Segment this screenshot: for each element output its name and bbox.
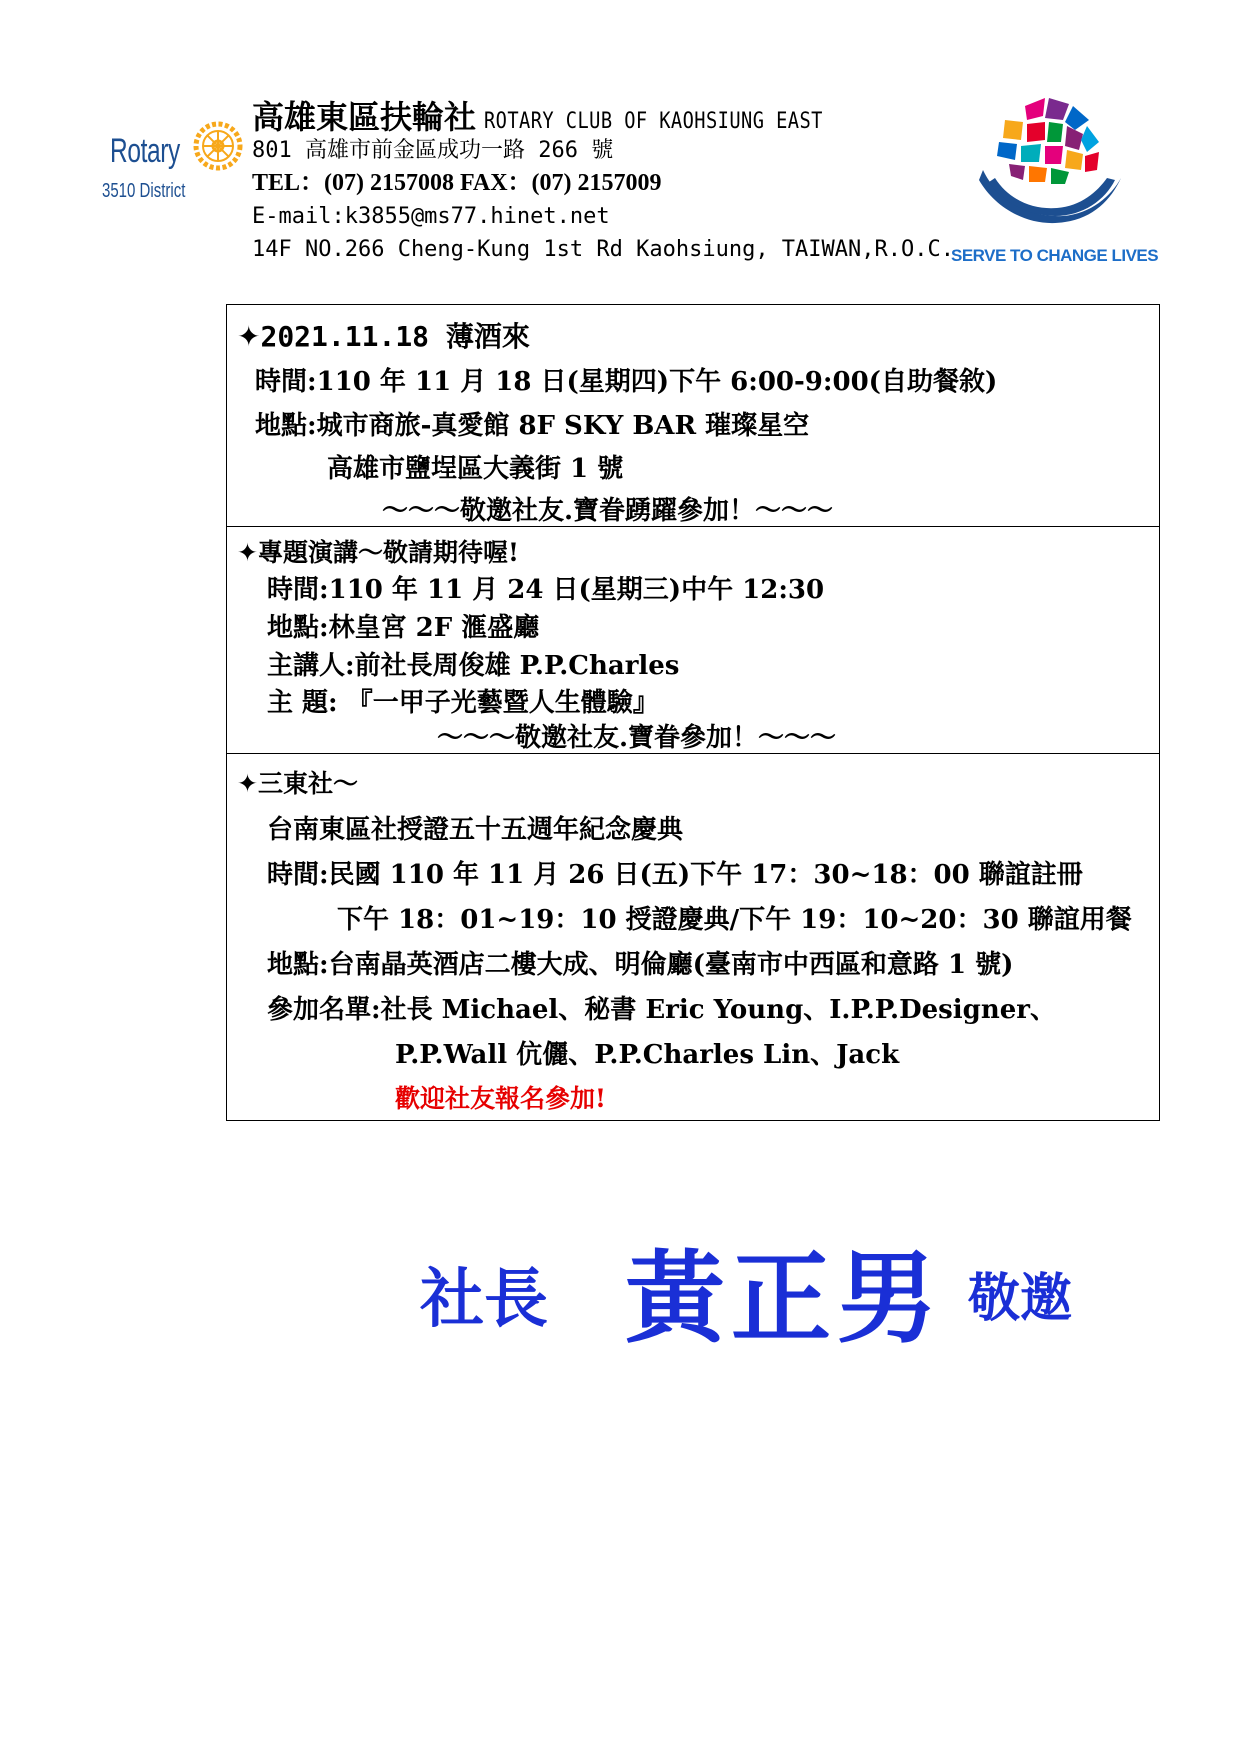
event-section-three-east <box>227 754 1159 1120</box>
club-address: 801 高雄市前金區成功一路 266 號 <box>252 138 614 163</box>
signature-name: 黃正男 <box>625 1239 943 1357</box>
event-place: 地點:城市商旅-真愛館 8F SKY BAR 璀璨星空 <box>255 411 810 441</box>
event-time: 時間:110 年 11 月 18 日(星期四)下午 6:00-9:00(自助餐敘) <box>255 367 998 397</box>
event-topic: 主 題: 『一甲子光藝暨人生體驗』 <box>267 688 659 718</box>
event-name: 台南東區社授證五十五週年紀念慶典 <box>267 815 684 845</box>
event-time-continued: 下午 18：01~19：10 授證慶典/下午 19：10~20：30 聯誼用餐 <box>337 905 1132 935</box>
event-invite: ～～～敬邀社友.寶眷參加！～～～ <box>437 723 837 753</box>
globe-hand-icon <box>965 96 1125 226</box>
section-title-text: 三東社～ <box>257 769 358 798</box>
event-time: 時間:110 年 11 月 24 日(星期三)中午 12:30 <box>267 575 825 605</box>
signature-closing: 敬邀 <box>968 1268 1073 1329</box>
event-attendees: 參加名單:社長 Michael、秘書 Eric Young、I.P.P.Designer、 <box>267 995 1057 1025</box>
event-place: 地點:台南晶英酒店二樓大成、明倫廳(臺南市中西區和意路 1 號) <box>267 950 1014 980</box>
star-icon: ✦ <box>237 320 261 353</box>
serve-to-change-lives-logo <box>945 96 1159 276</box>
star-icon: ✦ <box>237 538 258 567</box>
event-address: 高雄市鹽埕區大義街 1 號 <box>327 454 624 484</box>
club-header <box>252 92 954 266</box>
club-name-en: ROTARY CLUB OF KAOHSIUNG EAST <box>484 109 823 134</box>
event-section-lecture <box>227 527 1159 754</box>
event-time: 時間:民國 110 年 11 月 26 日(五)下午 17：30~18：00 聯誼註冊 <box>267 860 1083 890</box>
club-address-en: 14F NO.266 Cheng-Kung 1st Rd Kaohsiung, TAIWAN,R.O.C. <box>252 237 954 262</box>
event-invite: ～～～敬邀社友.寶眷踴躍參加！～～～ <box>382 496 834 526</box>
section-title <box>237 315 530 355</box>
star-icon: ✦ <box>237 769 258 798</box>
slogan-text: SERVE TO CHANGE LIVES <box>951 246 1159 265</box>
event-attendees-continued: P.P.Wall 伉儷、P.P.Charles Lin、Jack <box>395 1040 900 1070</box>
event-section-beaujolais <box>227 305 1159 527</box>
event-place: 地點:林皇宮 2F 滙盛廳 <box>267 613 540 643</box>
club-email: E-mail:k3855@ms77.hinet.net <box>252 204 610 229</box>
rotary-wordmark: Rotary <box>110 132 180 170</box>
rotary-wheel-icon <box>190 118 246 174</box>
club-title-line <box>252 92 954 134</box>
welcome-note: 歡迎社友報名參加! <box>395 1084 606 1113</box>
event-speaker: 主講人:前社長周俊雄 P.P.Charles <box>267 651 680 681</box>
section-title <box>237 533 519 569</box>
event-box <box>226 304 1160 1121</box>
section-title-text: 2021.11.18 薄酒來 <box>260 320 530 353</box>
section-title <box>237 764 358 800</box>
club-tel-fax: TEL：(07) 2157008 FAX：(07) 2157009 <box>252 170 662 196</box>
signature-title: 社長 <box>420 1262 548 1337</box>
club-name: 高雄東區扶輪社 <box>252 98 477 136</box>
rotary-district-logo <box>100 112 240 212</box>
district-label: 3510 District <box>102 180 186 202</box>
section-title-text: 專題演講～敬請期待喔! <box>257 538 519 567</box>
